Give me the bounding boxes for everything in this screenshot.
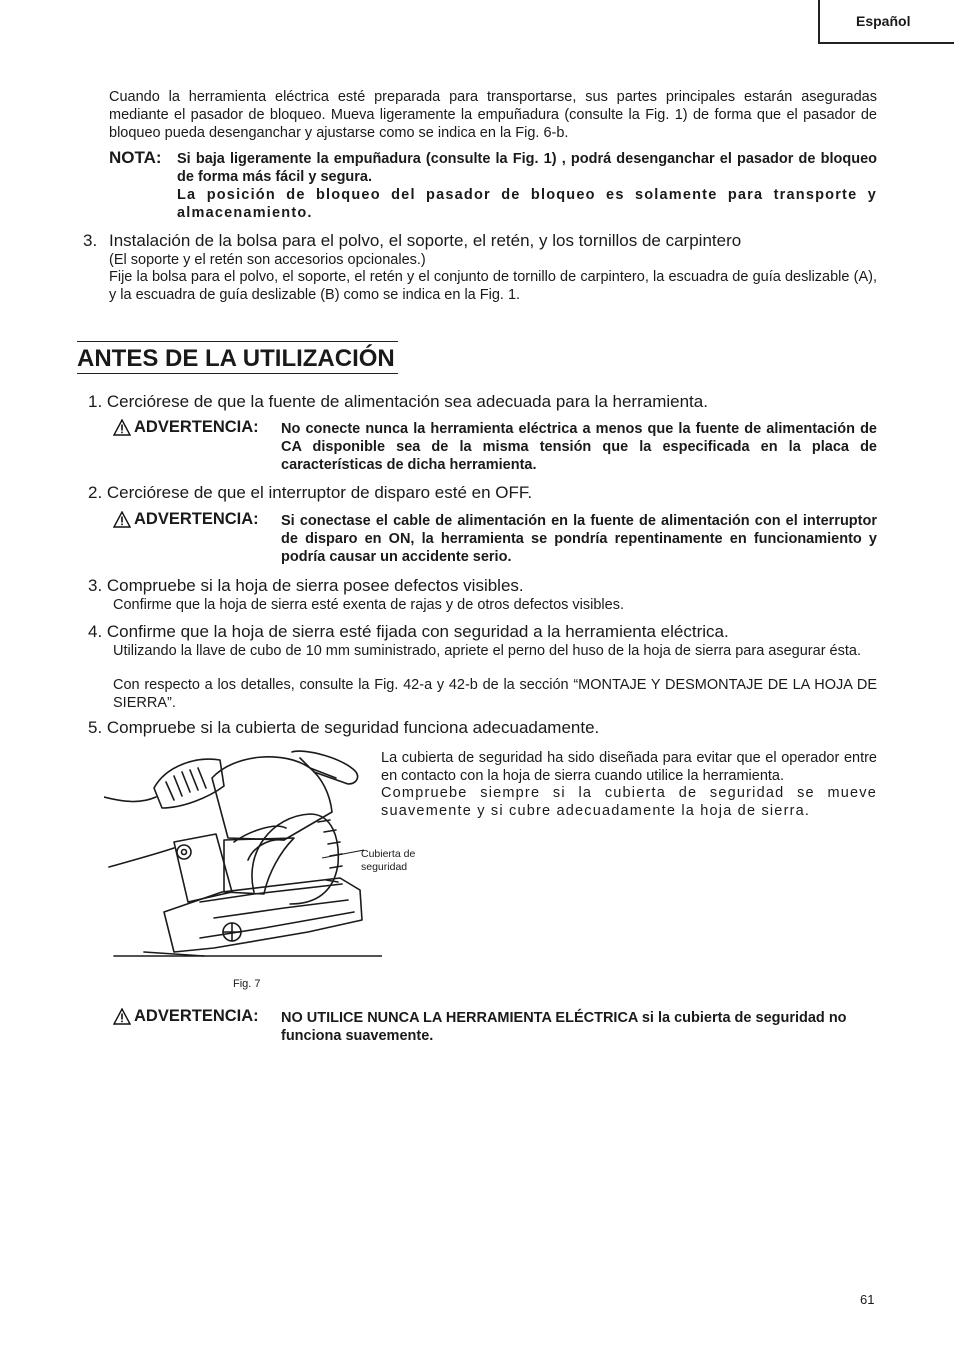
item2-warning-label: ADVERTENCIA: bbox=[113, 510, 259, 529]
figure-callout-label: Cubierta de seguridad bbox=[361, 848, 416, 873]
item3-body: Confirme que la hoja de sierra esté exenta de rajas y de otros defectos visibles. bbox=[113, 597, 624, 613]
warning-icon bbox=[113, 1008, 131, 1025]
nota-text-2: La posición de bloqueo del pasador de bloqueo es solamente para transporte y almacenamiento. bbox=[177, 187, 877, 221]
item4-body-2: Con respecto a los detalles, consulte la Fig. 42-a y 42-b de la sección “MONTAJE Y DESMONTAJE DE LA HOJA DE SIERRA”. bbox=[113, 677, 877, 711]
language-tab: Español bbox=[818, 0, 954, 44]
warning-icon bbox=[113, 511, 131, 528]
step3-number: 3. bbox=[83, 231, 98, 250]
figure-caption: Fig. 7 bbox=[233, 978, 261, 990]
item1-title: 1. Cerciórese de que la fuente de alimentación sea adecuada para la herramienta. bbox=[88, 392, 708, 411]
item2-title: 2. Cerciórese de que el interruptor de disparo esté en OFF. bbox=[88, 483, 533, 502]
item4-body-1: Utilizando la llave de cubo de 10 mm suministrado, apriete el perno del huso de la hoja de sierra para asegurar ésta. bbox=[113, 643, 861, 659]
item1-warning-text: No conecte nunca la herramienta eléctrica a menos que la fuente de alimentación de CA disponible sea de la misma tensión que la especificada en la placa de características de dicha herramienta. bbox=[281, 421, 877, 473]
item5-warning-strong: NO UTILICE NUNCA LA HERRAMIENTA ELÉCTRICA bbox=[281, 1010, 638, 1026]
item3-title: 3. Compruebe si la hoja de sierra posee defectos visibles. bbox=[88, 576, 524, 595]
item5-warning-text bbox=[281, 1009, 881, 1045]
item4-title: 4. Confirme que la hoja de sierra esté fijada con seguridad a la herramienta eléctrica. bbox=[88, 622, 729, 641]
item1-warning-label: ADVERTENCIA: bbox=[113, 418, 259, 437]
step3-body: Fije la bolsa para el polvo, el soporte, el retén y el conjunto de tornillo de carpintero, la escuadra de guía deslizable (A), y la escuadra de guía deslizable (B) como se indica en la Fig. 1. bbox=[109, 269, 877, 303]
intro-paragraph: Cuando la herramienta eléctrica esté preparada para transportarse, sus partes principales estarán aseguradas mediante el pasador de bloqueo. Mueva ligeramente la empuñadura (consulte la Fig. 1) de forma que el pasador de bloqueo pueda desenganchar y ajustarse como se indica en la Fig. 6-b. bbox=[109, 89, 877, 141]
step3-title: Instalación de la bolsa para el polvo, el soporte, el retén, y los tornillos de carpintero bbox=[109, 231, 742, 250]
item5-body-a: La cubierta de seguridad ha sido diseñada para evitar que el operador entre en contacto con la hoja de sierra cuando utilice la herramienta. bbox=[381, 750, 877, 784]
nota-label: NOTA: bbox=[109, 148, 162, 167]
item5-body-b: Compruebe siempre si la cubierta de seguridad se mueve suavemente y si cubre adecuadamente la hoja de sierra. bbox=[381, 785, 877, 819]
item2-warning-text: Si conectase el cable de alimentación en la fuente de alimentación con el interruptor de disparo en ON, la herramienta se pondría repentinamente en funcionamiento y podría causar un accidente serio. bbox=[281, 513, 877, 565]
step3-note: (El soporte y el retén son accesorios opcionales.) bbox=[109, 252, 426, 268]
warning-icon bbox=[113, 419, 131, 436]
miter-saw-illustration bbox=[104, 742, 382, 964]
page-number: 61 bbox=[860, 1292, 875, 1307]
section-title: ANTES DE LA UTILIZACIÓN bbox=[77, 341, 398, 374]
item5-warning-label: ADVERTENCIA: bbox=[113, 1007, 259, 1026]
item5-warning-rest: si la cubierta de seguridad no funciona suavemente. bbox=[281, 1010, 847, 1044]
nota-text-1: Si baja ligeramente la empuñadura (consulte la Fig. 1) , podrá desenganchar el pasador de bloqueo de forma más fácil y segura. bbox=[177, 151, 877, 185]
item5-title: 5. Compruebe si la cubierta de seguridad funciona adecuadamente. bbox=[88, 718, 600, 737]
